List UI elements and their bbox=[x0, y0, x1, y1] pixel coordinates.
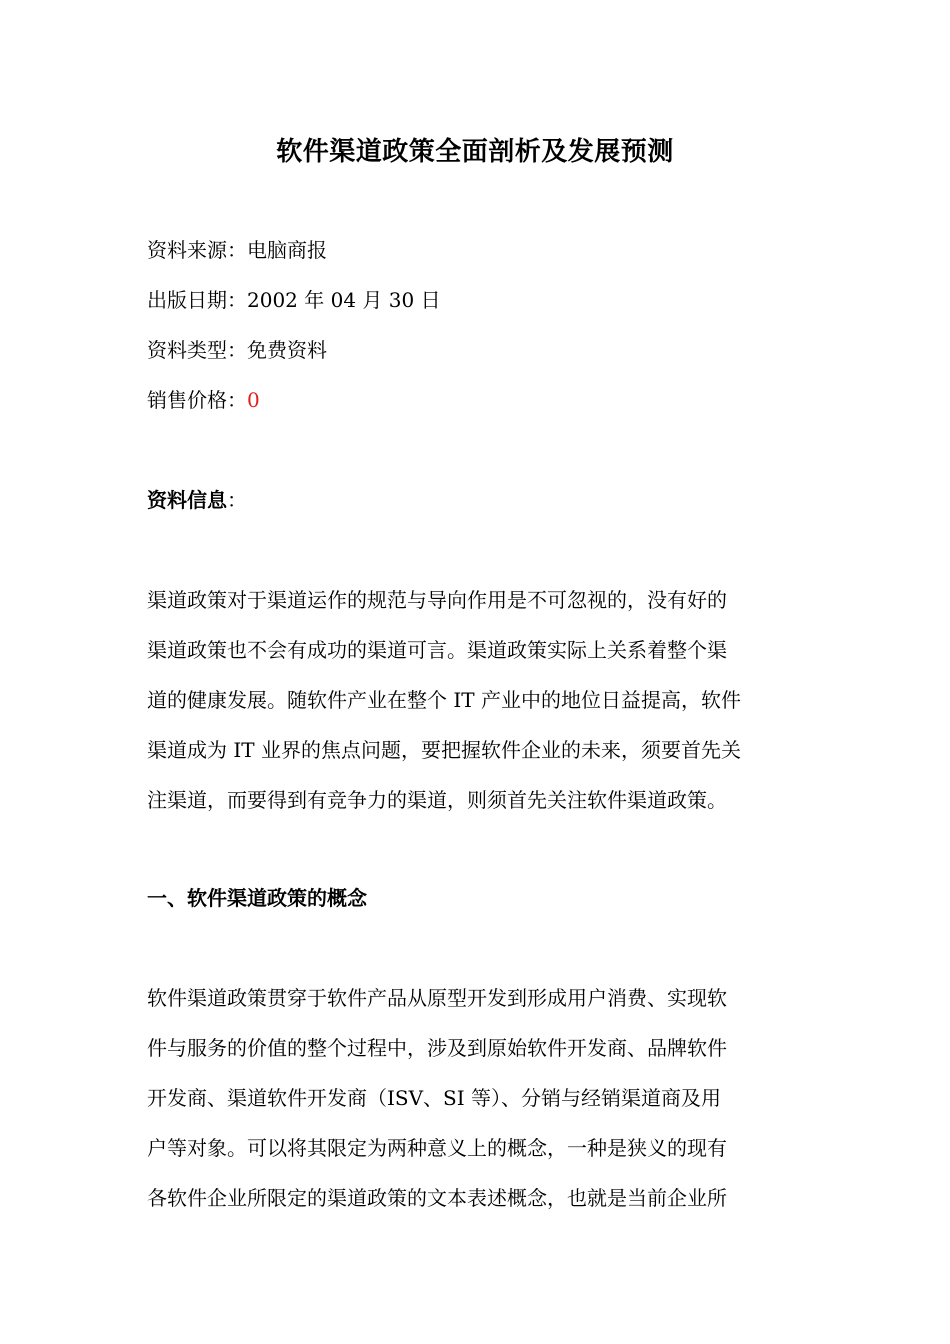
paragraph-line: 各软件企业所限定的渠道政策的文本表述概念，也就是当前企业所 bbox=[147, 1186, 727, 1210]
meta-publish-date-value: 2002 年 04 月 30 日 bbox=[247, 288, 441, 312]
paragraph-line: 渠道成为 IT 业界的焦点问题，要把握软件企业的未来，须要首先关 bbox=[147, 738, 741, 762]
paragraph-line: 件与服务的价值的整个过程中，涉及到原始软件开发商、品牌软件 bbox=[147, 1036, 727, 1060]
paragraph-line: 开发商、渠道软件开发商（ISV、SI 等）、分销与经销渠道商及用 bbox=[147, 1086, 722, 1110]
intro-paragraph bbox=[147, 586, 807, 836]
paragraph-line: 道的健康发展。随软件产业在整个 IT 产业中的地位日益提高，软件 bbox=[147, 688, 741, 712]
meta-type bbox=[147, 336, 327, 364]
paragraph-line: 户等对象。可以将其限定为两种意义上的概念，一种是狭义的现有 bbox=[147, 1136, 727, 1160]
meta-publish-date bbox=[147, 286, 441, 314]
paragraph-line: 注渠道，而要得到有竞争力的渠道，则须首先关注软件渠道政策。 bbox=[147, 788, 727, 812]
paragraph-line: 渠道政策也不会有成功的渠道可言。渠道政策实际上关系着整个渠 bbox=[147, 638, 727, 662]
info-heading-text: 资料信息 bbox=[147, 488, 227, 512]
paragraph-line: 软件渠道政策贯穿于软件产品从原型开发到形成用户消费、实现软 bbox=[147, 986, 727, 1010]
meta-price-label: 销售价格： bbox=[147, 388, 247, 412]
meta-price-value: 0 bbox=[247, 388, 260, 412]
meta-type-value: 免费资料 bbox=[247, 338, 327, 362]
info-heading bbox=[147, 486, 247, 514]
section1-heading: 一、软件渠道政策的概念 bbox=[147, 886, 367, 910]
meta-type-label: 资料类型： bbox=[147, 338, 247, 362]
info-heading-colon: ： bbox=[227, 488, 247, 512]
meta-price bbox=[147, 386, 260, 414]
section1-paragraph bbox=[147, 984, 807, 1234]
meta-publish-date-label: 出版日期： bbox=[147, 288, 247, 312]
paragraph-line: 渠道政策对于渠道运作的规范与导向作用是不可忽视的，没有好的 bbox=[147, 588, 727, 612]
document-title: 软件渠道政策全面剖析及发展预测 bbox=[276, 137, 674, 167]
meta-source-label: 资料来源： bbox=[147, 238, 247, 262]
meta-source bbox=[147, 236, 327, 264]
meta-source-value: 电脑商报 bbox=[247, 238, 327, 262]
